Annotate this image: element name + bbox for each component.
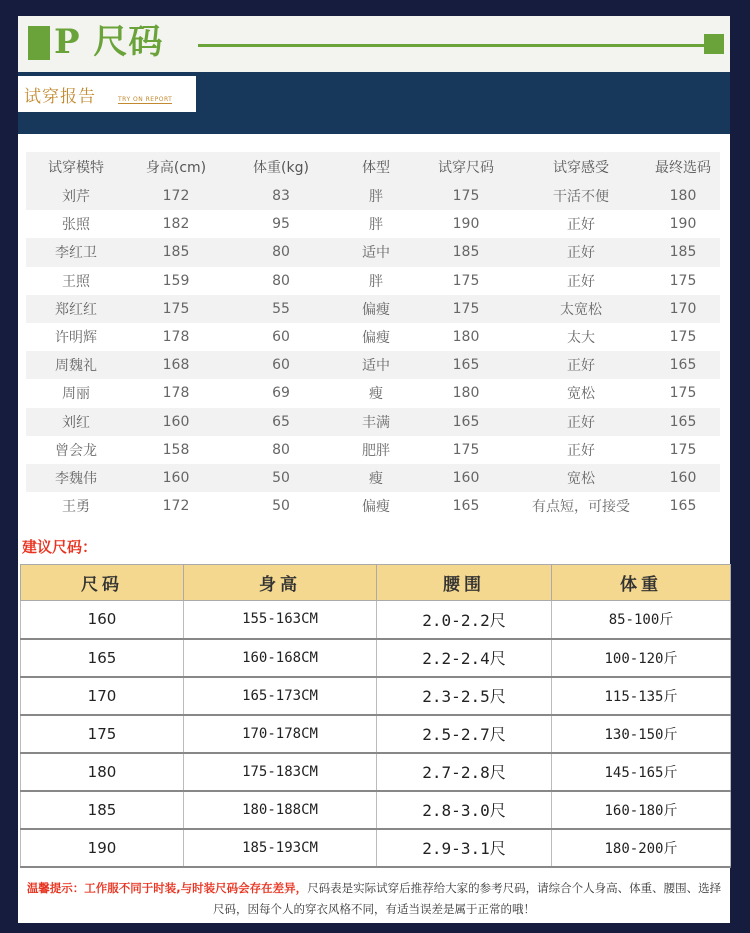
tryon-cell: 胖: [336, 267, 416, 295]
tryon-cell: 80: [226, 267, 336, 295]
tryon-cell: 适中: [336, 351, 416, 379]
tryon-cell: 182: [126, 210, 226, 238]
size-col-header: 体重: [552, 565, 731, 601]
tryon-cell: 60: [226, 323, 336, 351]
tryon-cell: 175: [416, 267, 516, 295]
tryon-cell: 178: [126, 323, 226, 351]
tryon-cell: 60: [226, 351, 336, 379]
size-col-header: 腰围: [377, 565, 552, 601]
tryon-cell: 65: [226, 408, 336, 436]
tryon-row: [26, 351, 720, 379]
size-row: [21, 677, 731, 715]
tryon-row: [26, 436, 720, 464]
tryon-cell: 175: [416, 436, 516, 464]
size-cell: 165-173CM: [184, 677, 377, 715]
warm-tip-text: 尺码表是实际试穿后推荐给大家的参考尺码，请综合个人身高、体重、腰围、选择尺码，因每个人的穿衣风格不同，有适当误差是属于正常的哦！: [213, 881, 722, 916]
tryon-cell: 180: [646, 182, 720, 210]
tryon-col-header: 试穿模特: [26, 152, 126, 182]
tryon-cell: 175: [646, 267, 720, 295]
tryon-cell: 165: [416, 351, 516, 379]
size-header-row: [21, 565, 731, 601]
tryon-cell: 50: [226, 492, 336, 520]
tryon-row: [26, 492, 720, 520]
tryon-cell: 有点短，可接受: [516, 492, 646, 520]
report-title: 试穿报告: [24, 87, 96, 107]
size-cell: 175: [21, 715, 184, 753]
tryon-cell: 170: [646, 295, 720, 323]
tryon-cell: 185: [646, 238, 720, 266]
tryon-cell: 曾会龙: [26, 436, 126, 464]
tryon-cell: 180: [416, 379, 516, 407]
tryon-cell: 160: [646, 464, 720, 492]
size-row: [21, 829, 731, 867]
tryon-row: [26, 464, 720, 492]
tryon-cell: 185: [416, 238, 516, 266]
tryon-cell: 165: [416, 492, 516, 520]
tryon-cell: 165: [646, 351, 720, 379]
tryon-col-header: 体重(kg): [226, 152, 336, 182]
size-row: [21, 715, 731, 753]
warm-tip-warning: 温馨提示：工作服不同于时装,与时装尺码会存在差异，: [26, 881, 308, 895]
size-row: [21, 791, 731, 829]
tryon-row: [26, 323, 720, 351]
size-table: [20, 564, 731, 868]
tryon-cell: 太宽松: [516, 295, 646, 323]
tryon-cell: 83: [226, 182, 336, 210]
size-cell: 160-168CM: [184, 639, 377, 677]
size-cell: 2.5-2.7尺: [377, 715, 552, 753]
size-cell: 180: [21, 753, 184, 791]
tryon-cell: 50: [226, 464, 336, 492]
tryon-cell: 宽松: [516, 464, 646, 492]
tryon-col-header: 试穿感受: [516, 152, 646, 182]
tryon-cell: 李魏伟: [26, 464, 126, 492]
tryon-cell: 许明辉: [26, 323, 126, 351]
size-cell: 185: [21, 791, 184, 829]
tryon-row: [26, 182, 720, 210]
tryon-cell: 正好: [516, 267, 646, 295]
suggest-title: 建议尺码：: [22, 538, 98, 556]
tryon-cell: 160: [126, 408, 226, 436]
tryon-row: [26, 238, 720, 266]
tryon-cell: 160: [416, 464, 516, 492]
tryon-cell: 干活不便: [516, 182, 646, 210]
tryon-row: [26, 267, 720, 295]
tryon-cell: 周丽: [26, 379, 126, 407]
tryon-cell: 瘦: [336, 379, 416, 407]
size-cell: 165: [21, 639, 184, 677]
tryon-cell: 周魏礼: [26, 351, 126, 379]
header-banner: [18, 16, 730, 72]
tryon-cell: 185: [126, 238, 226, 266]
tryon-cell: 正好: [516, 210, 646, 238]
size-cell: 160: [21, 601, 184, 639]
tryon-cell: 55: [226, 295, 336, 323]
report-band: [18, 72, 730, 134]
tryon-cell: 偏瘦: [336, 295, 416, 323]
tryon-cell: 偏瘦: [336, 323, 416, 351]
size-cell: 2.0-2.2尺: [377, 601, 552, 639]
size-cell: 155-163CM: [184, 601, 377, 639]
tryon-cell: 165: [416, 408, 516, 436]
size-row: [21, 639, 731, 677]
tryon-cell: 李红卫: [26, 238, 126, 266]
size-cell: 170: [21, 677, 184, 715]
tryon-cell: 胖: [336, 210, 416, 238]
tryon-cell: 郑红红: [26, 295, 126, 323]
tryon-cell: 175: [646, 436, 720, 464]
tryon-cell: 宽松: [516, 379, 646, 407]
size-cell: 2.9-3.1尺: [377, 829, 552, 867]
size-cell: 180-200斤: [552, 829, 731, 867]
tryon-cell: 180: [416, 323, 516, 351]
tryon-cell: 175: [416, 182, 516, 210]
size-cell: 175-183CM: [184, 753, 377, 791]
tryon-cell: 190: [646, 210, 720, 238]
tryon-cell: 80: [226, 238, 336, 266]
warm-tip: [22, 878, 726, 920]
size-cell: 160-180斤: [552, 791, 731, 829]
banner-divider-line: [198, 44, 706, 47]
size-cell: 145-165斤: [552, 753, 731, 791]
size-col-header: 身高: [184, 565, 377, 601]
size-cell: 2.3-2.5尺: [377, 677, 552, 715]
tryon-header-row: [26, 152, 720, 182]
report-subtitle: TRY ON REPORT: [118, 96, 173, 103]
tryon-cell: 刘红: [26, 408, 126, 436]
tryon-cell: 175: [646, 323, 720, 351]
tryon-cell: 158: [126, 436, 226, 464]
tryon-cell: 165: [646, 492, 720, 520]
tryon-cell: 适中: [336, 238, 416, 266]
size-cell: 115-135斤: [552, 677, 731, 715]
banner-end-square: [704, 34, 724, 54]
tryon-cell: 正好: [516, 238, 646, 266]
tryon-cell: 刘芹: [26, 182, 126, 210]
tryon-cell: 165: [646, 408, 720, 436]
size-cell: 2.2-2.4尺: [377, 639, 552, 677]
tryon-cell: 王照: [26, 267, 126, 295]
size-cell: 100-120斤: [552, 639, 731, 677]
tryon-cell: 80: [226, 436, 336, 464]
tryon-cell: 张照: [26, 210, 126, 238]
banner-accent-block: [28, 26, 50, 60]
tryon-cell: 178: [126, 379, 226, 407]
tryon-row: [26, 295, 720, 323]
tryon-cell: 偏瘦: [336, 492, 416, 520]
size-cell: 190: [21, 829, 184, 867]
size-cell: 185-193CM: [184, 829, 377, 867]
tryon-cell: 69: [226, 379, 336, 407]
size-cell: 170-178CM: [184, 715, 377, 753]
tryon-cell: 175: [646, 379, 720, 407]
tryon-row: [26, 210, 720, 238]
tryon-cell: 王勇: [26, 492, 126, 520]
tryon-cell: 胖: [336, 182, 416, 210]
size-cell: 2.8-3.0尺: [377, 791, 552, 829]
tryon-cell: 172: [126, 492, 226, 520]
tryon-cell: 175: [126, 295, 226, 323]
size-cell: 180-188CM: [184, 791, 377, 829]
size-col-header: 尺码: [21, 565, 184, 601]
tryon-col-header: 体型: [336, 152, 416, 182]
tryon-cell: 159: [126, 267, 226, 295]
tryon-cell: 瘦: [336, 464, 416, 492]
tryon-table: [26, 152, 720, 520]
tryon-cell: 正好: [516, 436, 646, 464]
tryon-cell: 168: [126, 351, 226, 379]
tryon-cell: 175: [416, 295, 516, 323]
tryon-cell: 肥胖: [336, 436, 416, 464]
size-row: [21, 601, 731, 639]
tryon-cell: 丰满: [336, 408, 416, 436]
report-label: [18, 76, 196, 112]
tryon-row: [26, 408, 720, 436]
tryon-cell: 太大: [516, 323, 646, 351]
size-cell: 130-150斤: [552, 715, 731, 753]
tryon-cell: 正好: [516, 408, 646, 436]
tryon-cell: 172: [126, 182, 226, 210]
page-title: P 尺码: [54, 22, 164, 62]
size-chart-page: [18, 16, 730, 923]
tryon-cell: 160: [126, 464, 226, 492]
tryon-cell: 190: [416, 210, 516, 238]
tryon-cell: 正好: [516, 351, 646, 379]
tryon-row: [26, 379, 720, 407]
size-cell: 85-100斤: [552, 601, 731, 639]
tryon-col-header: 身高(cm): [126, 152, 226, 182]
tryon-cell: 95: [226, 210, 336, 238]
tryon-col-header: 试穿尺码: [416, 152, 516, 182]
tryon-col-header: 最终选码: [646, 152, 720, 182]
size-row: [21, 753, 731, 791]
size-cell: 2.7-2.8尺: [377, 753, 552, 791]
